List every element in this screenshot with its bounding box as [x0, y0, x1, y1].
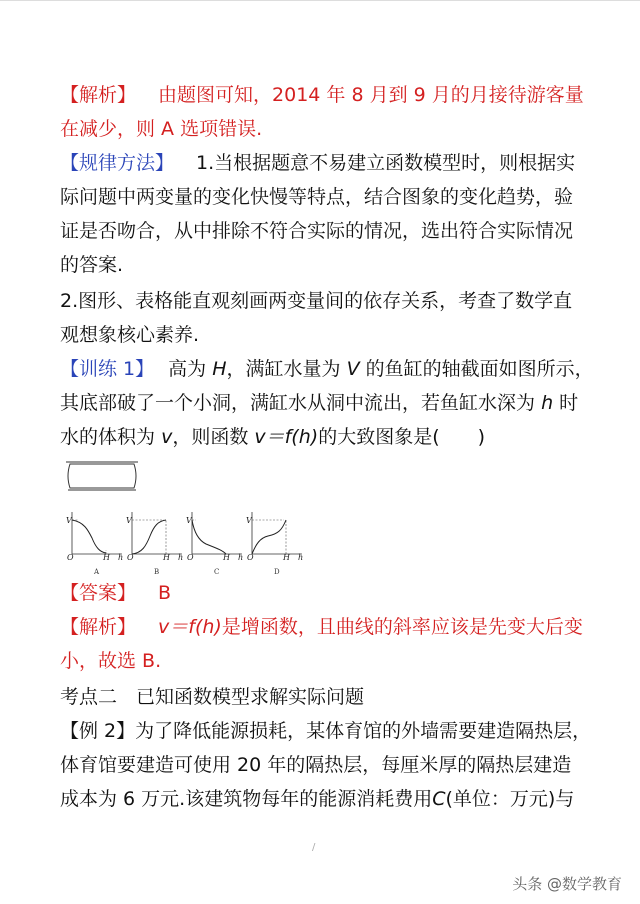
watermark: 头条 @数学教育	[512, 875, 622, 893]
line-analysis-4: 小，故选 B.	[60, 650, 162, 672]
function-vfh: v＝f(h)	[254, 426, 319, 448]
graph-a-axis-v: V	[66, 516, 72, 525]
graph-d-axis-v: V	[246, 516, 252, 525]
graph-c-label: C	[214, 568, 220, 576]
fish-tank-diagram	[66, 462, 138, 490]
figure-tank-and-graphs	[60, 458, 360, 578]
graph-b-axis-h: h	[178, 553, 184, 562]
answer-tag: 【答案】	[60, 582, 137, 604]
line-training-1	[60, 356, 594, 382]
training-text-d: 其底部破了一个小洞，满缸水从洞中流出，若鱼缸水深为	[60, 392, 536, 414]
line-method-5: 2.图形、表格能直观刻画两变量间的依存关系，考查了数学直	[60, 290, 573, 312]
example-tag: 【例 2】	[60, 720, 136, 742]
line-method-1	[60, 150, 575, 176]
line-example-2: 体育馆要建造可使用 20 年的隔热层，每厘米厚的隔热层建造	[60, 754, 572, 776]
var-C: C	[432, 788, 446, 810]
graph-b-axis-o: O	[127, 553, 134, 562]
training-text-e: 时	[559, 392, 579, 414]
graph-b-label: B	[154, 568, 160, 576]
analysis2-tag: 【解析】	[60, 616, 137, 638]
line-analysis-1	[60, 82, 584, 108]
page-mark: /	[312, 842, 316, 853]
graph-b-axis-H: H	[163, 553, 170, 562]
analysis2-function: v＝f(h)	[158, 616, 222, 638]
method-tag: 【规律方法】	[60, 152, 175, 174]
line-analysis-3	[60, 614, 583, 640]
line-example-3	[60, 786, 574, 812]
example-text-a: 成本为 6 万元.该建筑物每年的能源消耗费用	[60, 788, 433, 810]
line-training-3	[60, 424, 485, 450]
line-example-1	[60, 718, 591, 744]
training-text-g: ，则函数	[172, 426, 249, 448]
graph-d-axis-h: h	[298, 553, 304, 562]
line-topic-2: 考点二 已知函数模型求解实际问题	[60, 686, 365, 708]
graph-c	[186, 512, 243, 576]
graph-a	[66, 512, 123, 576]
graph-a-axis-h: h	[118, 553, 124, 562]
training-text-c: 的鱼缸的轴截面如图所示，	[365, 358, 594, 380]
graph-c-axis-h: h	[238, 553, 244, 562]
example-text: 为了降低能源损耗，某体育馆的外墙需要建造隔热层，	[135, 720, 592, 742]
answer-value: B	[158, 582, 172, 604]
line-method-6: 观想象核心素养.	[60, 324, 200, 346]
top-border	[0, 0, 640, 1]
graph-a-axis-H: H	[103, 553, 110, 562]
line-training-2	[60, 390, 578, 416]
graph-a-label: A	[94, 568, 100, 576]
line-analysis-2: 在减少，则 A 选项错误.	[60, 118, 263, 140]
var-h: h	[541, 392, 554, 414]
var-v: v	[161, 426, 173, 448]
line-method-2: 际问题中两变量的变化快慢等特点，结合图象的变化趋势，验	[60, 186, 574, 208]
line-answer	[60, 580, 171, 606]
training-text-h: 的大致图象是( )	[318, 426, 486, 448]
analysis-tag: 【解析】	[60, 84, 137, 106]
graph-d-label: D	[274, 568, 280, 576]
graph-c-axis-H: H	[223, 553, 230, 562]
var-V: V	[346, 358, 360, 380]
line-method-4: 的答案.	[60, 254, 124, 276]
graph-b-axis-v: V	[126, 516, 132, 525]
graph-b	[126, 512, 183, 576]
graph-a-axis-o: O	[67, 553, 74, 562]
training-tag: 【训练 1】	[60, 358, 155, 380]
var-H: H	[212, 358, 227, 380]
graph-c-axis-v: V	[186, 516, 192, 525]
graph-d-axis-H: H	[283, 553, 290, 562]
training-text-a: 高为	[168, 358, 207, 380]
graph-c-axis-o: O	[187, 553, 194, 562]
graph-d	[246, 512, 303, 576]
method-text: 1.当根据题意不易建立函数模型时，则根据实	[196, 152, 576, 174]
training-text-f: 水的体积为	[60, 426, 156, 448]
training-text-b: ，满缸水量为	[226, 358, 341, 380]
analysis2-text: 是增函数，且曲线的斜率应该是先变大后变	[221, 616, 583, 638]
analysis-text: 由题图可知，2014 年 8 月到 9 月的月接待游客量	[158, 84, 584, 106]
line-method-3: 证是否吻合，从中排除不符合实际的情况，选出符合实际情况	[60, 220, 574, 242]
graph-d-axis-o: O	[247, 553, 254, 562]
example-text-b: (单位：万元)与	[445, 788, 575, 810]
